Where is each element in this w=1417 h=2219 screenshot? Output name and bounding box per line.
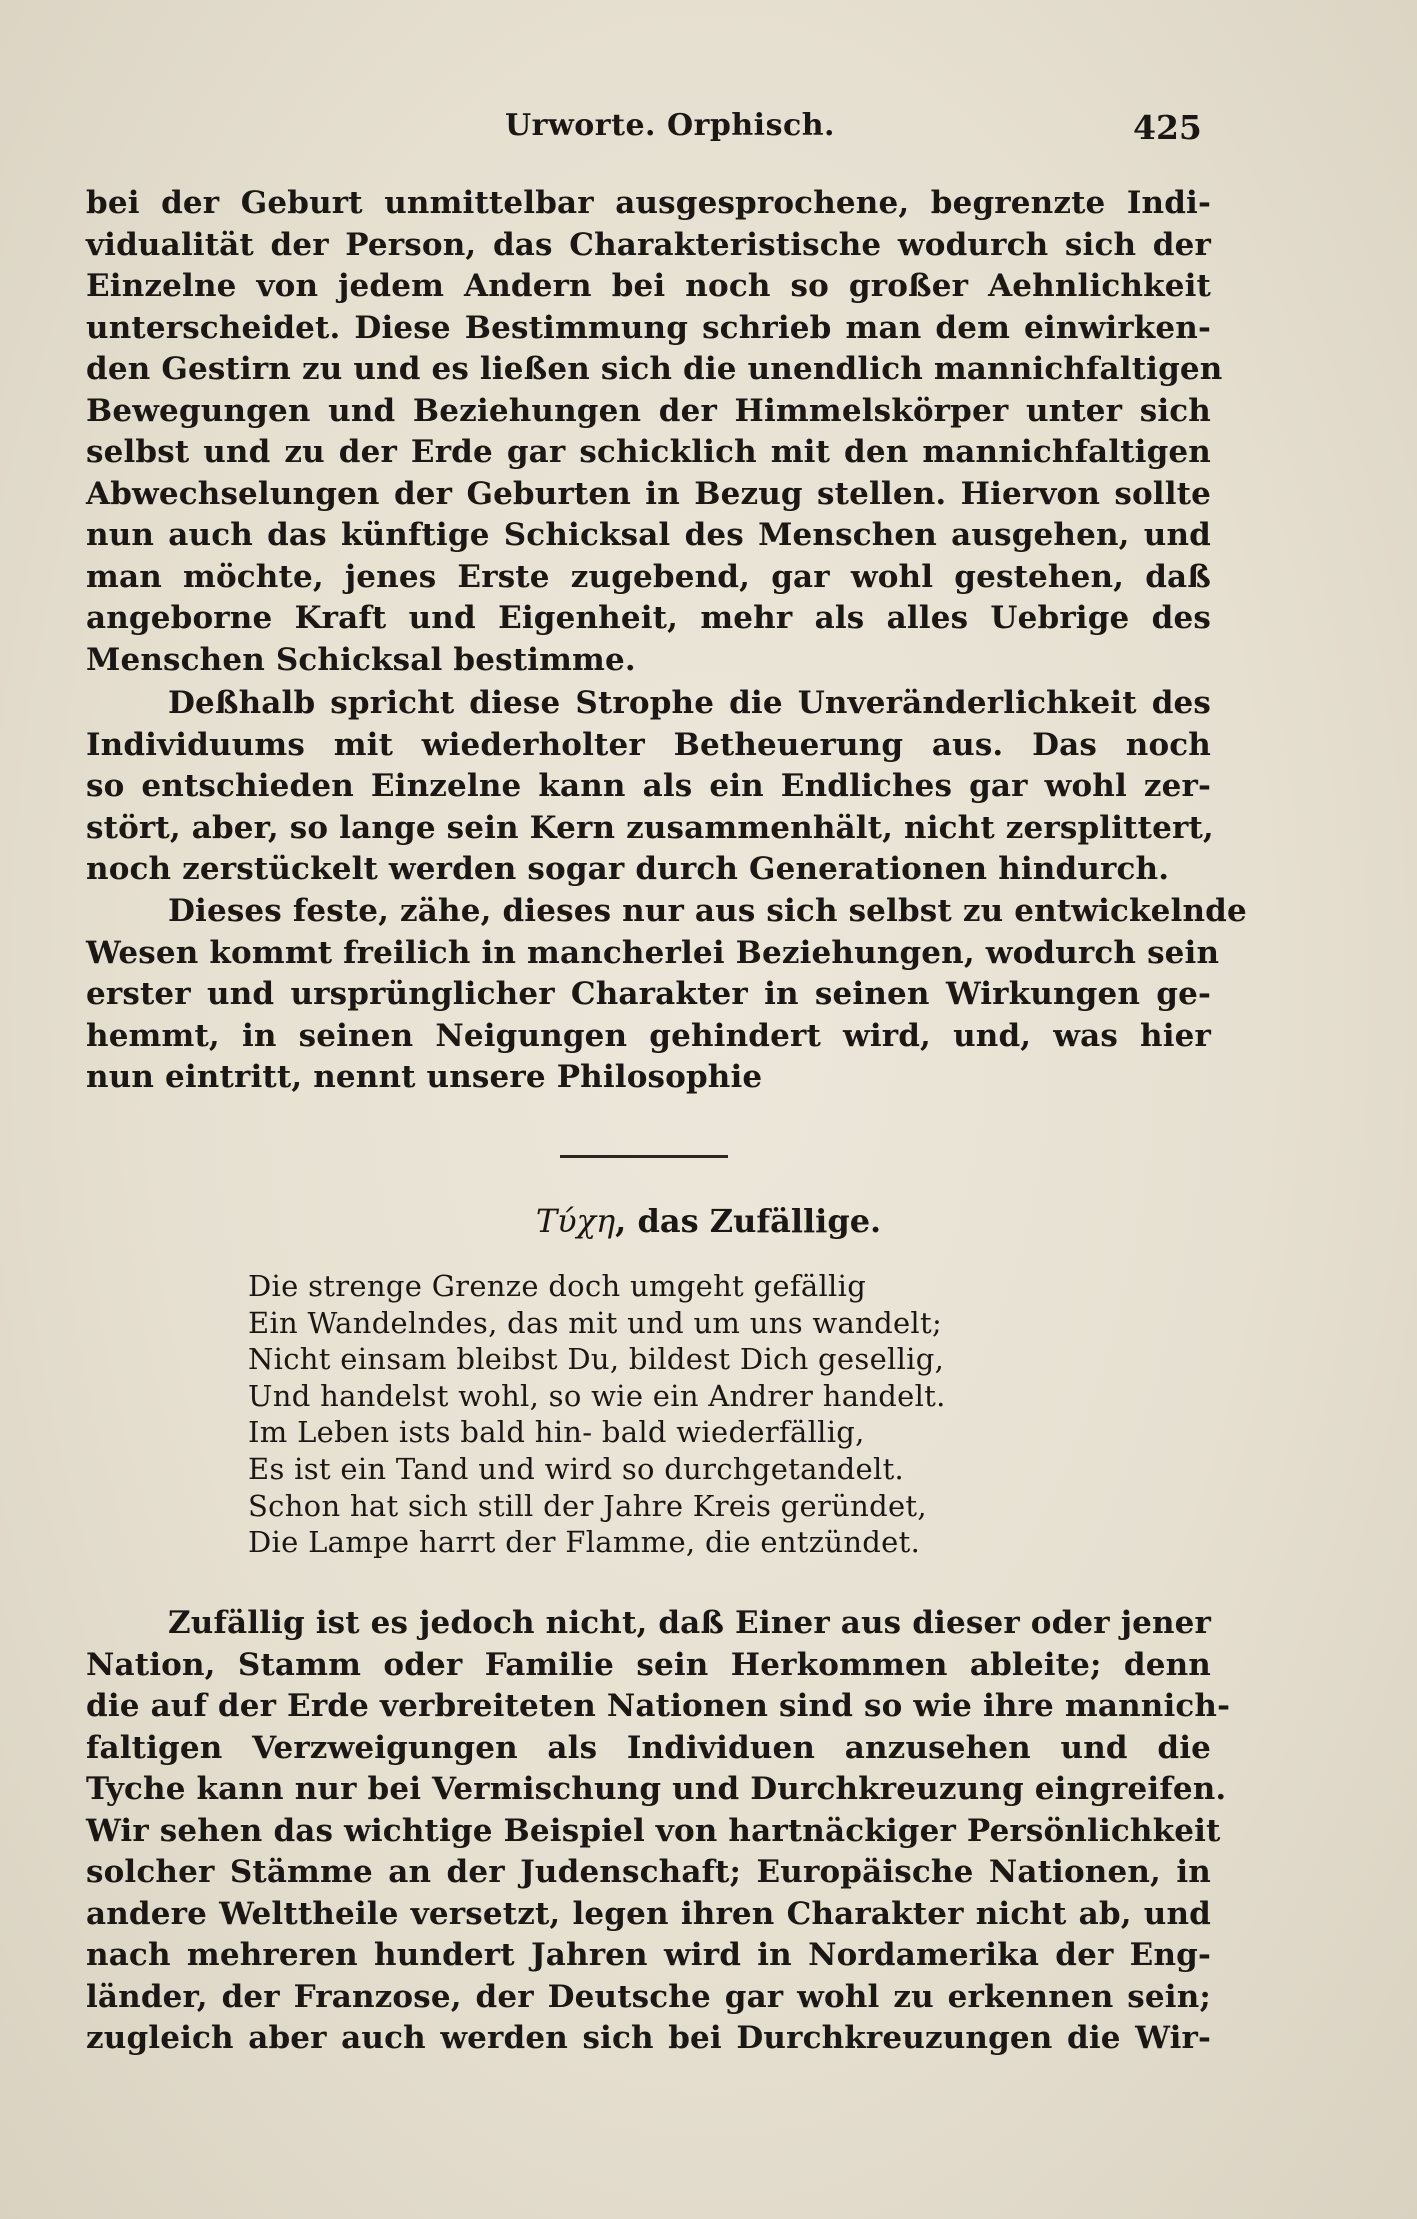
- text-line: stört, aber, so lange sein Kern zusammenhält, nicht zersplittert,: [86, 809, 1214, 846]
- page-header: [0, 108, 1417, 158]
- text-line: unterscheidet. Diese Bestimmung schrieb man dem einwirken-: [86, 309, 1211, 346]
- text-line: Deßhalb spricht diese Strophe die Unveränderlichkeit des: [168, 685, 1211, 721]
- poem-stanza: [248, 1268, 1048, 1561]
- paragraph-1: [86, 183, 1223, 681]
- text-line: Wir sehen das wichtige Beispiel von hartnäckiger Persönlichkeit: [86, 1812, 1221, 1849]
- page-number: 425: [1133, 108, 1202, 147]
- verse-line: Und handelst wohl, so wie ein Andrer handelt.: [248, 1378, 946, 1413]
- text-line: selbst und zu der Erde gar schicklich mit den mannichfaltigen: [86, 434, 1211, 470]
- text-line: man möchte, jenes Erste zugebend, gar wohl gestehen, daß: [86, 558, 1211, 595]
- text-line: Menschen Schicksal bestimme.: [86, 641, 636, 678]
- verse-line: Ein Wandelndes, das mit und um uns wandelt;: [248, 1305, 943, 1340]
- text-line: zugleich aber auch werden sich bei Durchkreuzungen die Wir-: [86, 2020, 1211, 2056]
- verse-line: Nicht einsam bleibst Du, bildest Dich gesellig,: [248, 1342, 945, 1377]
- text-line: Dieses feste, zähe, dieses nur aus sich selbst zu entwickelnde: [168, 893, 1247, 929]
- text-line: Nation, Stamm oder Familie sein Herkommen ableite; denn: [86, 1646, 1211, 1683]
- text-line: den Gestirn zu und es ließen sich die unendlich mannichfaltigen: [86, 351, 1223, 387]
- text-line: Individuums mit wiederholter Betheuerung aus. Das noch: [86, 726, 1211, 763]
- text-line: andere Welttheile versetzt, legen ihren Charakter nicht ab, und: [86, 1895, 1211, 1932]
- text-line: Bewegungen und Beziehungen der Himmelskörper unter sich: [86, 392, 1211, 429]
- text-line: bei der Geburt unmittelbar ausgesprochene, begrenzte Indi-: [86, 185, 1211, 221]
- paragraph-3: [86, 891, 1247, 1099]
- section-title: [0, 1202, 1417, 1240]
- paragraph-2: [86, 683, 1214, 891]
- section-title-text: , das Zufällige.: [615, 1202, 882, 1240]
- text-line: angeborne Kraft und Eigenheit, mehr als alles Uebrige des: [86, 600, 1211, 636]
- text-line: Einzelne von jedem Andern bei noch so großer Aehnlichkeit: [86, 268, 1211, 304]
- verse-line: Die strenge Grenze doch umgeht gefällig: [248, 1269, 867, 1303]
- text-line: nun eintritt, nennt unsere Philosophie: [86, 1059, 763, 1095]
- text-line: Zufällig ist es jedoch nicht, daß Einer aus dieser oder jener: [168, 1605, 1211, 1641]
- verse-line: Es ist ein Tand und wird so durchgetandelt.: [248, 1451, 905, 1486]
- text-line: Wesen kommt freilich in mancherlei Beziehungen, wodurch sein: [86, 934, 1220, 971]
- text-line: hemmt, in seinen Neigungen gehindert wird, und, was hier: [86, 1017, 1211, 1054]
- text-line: erster und ursprünglicher Charakter in seinen Wirkungen ge-: [86, 976, 1211, 1012]
- text-line: nach mehreren hundert Jahren wird in Nordamerika der Eng-: [86, 1937, 1211, 1973]
- text-line: so entschieden Einzelne kann als ein Endliches gar wohl zer-: [86, 768, 1211, 804]
- verse-line: Die Lampe harrt der Flamme, die entzündet.: [248, 1525, 921, 1560]
- text-line: die auf der Erde verbreiteten Nationen sind so wie ihre mannich-: [86, 1688, 1231, 1724]
- text-line: Tyche kann nur bei Vermischung und Durchkreuzung eingreifen.: [86, 1771, 1227, 1807]
- text-line: länder, der Franzose, der Deutsche gar wohl zu erkennen sein;: [86, 1978, 1211, 2015]
- text-line: faltigen Verzweigungen als Individuen anzusehen und die: [86, 1729, 1211, 1766]
- verse-line: Im Leben ists bald hin- bald wiederfällig,: [248, 1415, 865, 1450]
- text-line: vidualität der Person, das Charakteristische wodurch sich der: [86, 226, 1211, 263]
- running-title: Urworte. Orphisch.: [505, 108, 835, 143]
- section-title-greek: Τύχη: [535, 1202, 616, 1240]
- section-divider: [560, 1155, 728, 1158]
- text-line: nun auch das künftige Schicksal des Menschen ausgehen, und: [86, 517, 1211, 553]
- paragraph-4: [86, 1603, 1231, 2060]
- text-line: Abwechselungen der Geburten in Bezug stellen. Hiervon sollte: [86, 475, 1211, 512]
- text-line: solcher Stämme an der Judenschaft; Europäische Nationen, in: [86, 1854, 1211, 1890]
- text-line: noch zerstückelt werden sogar durch Generationen hindurch.: [86, 851, 1170, 887]
- verse-line: Schon hat sich still der Jahre Kreis geründet,: [248, 1488, 927, 1523]
